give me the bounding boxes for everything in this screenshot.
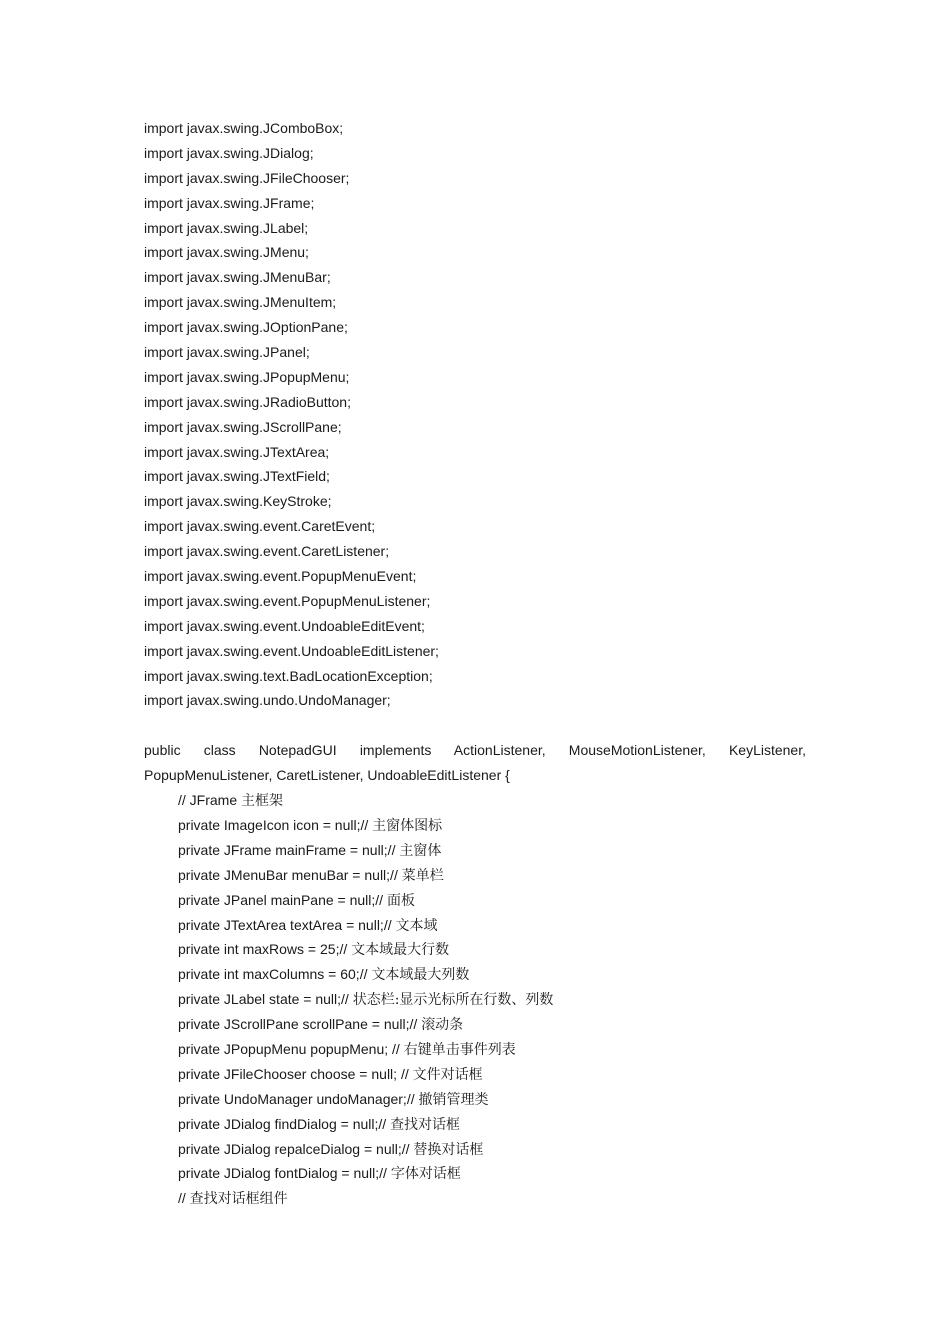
blank-line <box>144 713 806 738</box>
import-line: import javax.swing.JMenu; <box>144 244 309 261</box>
import-line: import javax.swing.JMenuBar; <box>144 269 331 286</box>
field-line <box>144 987 806 1012</box>
import-line: import javax.swing.JPanel; <box>144 344 310 361</box>
field-comment: 替换对话框 <box>413 1141 484 1158</box>
field-comment: 滚动条 <box>421 1017 464 1034</box>
field-line <box>144 962 806 987</box>
field-code: private JFrame mainFrame = null;// <box>178 841 400 858</box>
field-line <box>144 838 806 863</box>
field-code: private JPopupMenu popupMenu; // <box>178 1040 404 1057</box>
field-comment: 主框架 <box>241 793 284 810</box>
import-line: import javax.swing.event.UndoableEditEvent; <box>144 617 425 634</box>
field-code: private JPanel mainPane = null;// <box>178 891 387 908</box>
field-line <box>144 1087 806 1112</box>
class-declaration-line-2: PopupMenuListener, CaretListener, UndoableEditListener { <box>144 767 510 784</box>
field-line <box>144 788 806 813</box>
field-comment: 查找对话框 <box>390 1116 461 1133</box>
field-code: private UndoManager undoManager;// <box>178 1090 419 1107</box>
field-line <box>144 913 806 938</box>
field-line <box>144 1062 806 1087</box>
field-code: private ImageIcon icon = null;// <box>178 816 373 833</box>
field-comment: 字体对话框 <box>390 1166 461 1183</box>
field-comment: 文本域 <box>395 917 438 934</box>
class-declaration-line-1: public class NotepadGUI implements ActionListener, MouseMotionListener, KeyListener, <box>144 742 806 759</box>
field-line <box>144 1012 806 1037</box>
code-listing <box>144 116 806 1211</box>
field-line <box>144 888 806 913</box>
import-line: import javax.swing.JFileChooser; <box>144 169 350 186</box>
import-line: import javax.swing.JTextArea; <box>144 443 330 460</box>
field-comment: 文本域最大行数 <box>351 942 450 959</box>
field-code: // JFrame <box>178 792 242 809</box>
import-line: import javax.swing.JFrame; <box>144 194 315 211</box>
field-code: private JLabel state = null;// <box>178 991 353 1008</box>
field-code: // <box>178 1190 190 1207</box>
field-code: private JTextArea textArea = null;// <box>178 916 396 933</box>
field-code: private JFileChooser choose = null; // <box>178 1065 413 1082</box>
import-line: import javax.swing.event.PopupMenuEvent; <box>144 568 417 585</box>
field-comment: 主窗体图标 <box>372 817 443 834</box>
import-line: import javax.swing.KeyStroke; <box>144 493 332 510</box>
import-line: import javax.swing.event.CaretListener; <box>144 543 390 560</box>
field-comment: 状态栏:显示光标所在行数、列数 <box>352 992 554 1009</box>
import-line: import javax.swing.JLabel; <box>144 219 309 236</box>
import-line: import javax.swing.JComboBox; <box>144 120 344 136</box>
field-code: private JDialog repalceDialog = null;// <box>178 1140 414 1157</box>
field-code: private JDialog findDialog = null;// <box>178 1115 391 1132</box>
import-line: import javax.swing.JTextField; <box>144 468 330 485</box>
field-line <box>144 1186 806 1211</box>
field-comment: 撤销管理类 <box>418 1091 489 1108</box>
field-comment: 菜单栏 <box>401 867 444 884</box>
field-line <box>144 813 806 838</box>
import-line: import javax.swing.text.BadLocationException; <box>144 667 433 684</box>
field-code: private int maxRows = 25;// <box>178 941 352 958</box>
import-line: import javax.swing.JPopupMenu; <box>144 368 350 385</box>
field-line <box>144 1037 806 1062</box>
import-line: import javax.swing.event.CaretEvent; <box>144 518 376 535</box>
field-comment: 主窗体 <box>399 842 442 859</box>
import-line: import javax.swing.JMenuItem; <box>144 294 337 311</box>
field-comment: 右键单击事件列表 <box>403 1041 516 1058</box>
field-line <box>144 937 806 962</box>
field-comment: 文本域最大列数 <box>371 967 470 984</box>
field-code: private JScrollPane scrollPane = null;// <box>178 1016 422 1033</box>
field-code: private JDialog fontDialog = null;// <box>178 1165 391 1182</box>
field-comment: 查找对话框组件 <box>189 1191 288 1208</box>
import-line: import javax.swing.event.PopupMenuListener; <box>144 592 431 609</box>
import-line: import javax.swing.JRadioButton; <box>144 393 351 410</box>
field-line <box>144 863 806 888</box>
import-line: import javax.swing.JScrollPane; <box>144 418 342 435</box>
import-line: import javax.swing.JOptionPane; <box>144 319 348 336</box>
import-line: import javax.swing.undo.UndoManager; <box>144 692 391 709</box>
field-line <box>144 1137 806 1162</box>
field-code: private JMenuBar menuBar = null;// <box>178 866 402 883</box>
field-line <box>144 1112 806 1137</box>
field-line <box>144 1161 806 1186</box>
field-code: private int maxColumns = 60;// <box>178 966 372 983</box>
field-comment: 面板 <box>386 892 415 909</box>
import-line: import javax.swing.event.UndoableEditListener; <box>144 642 439 659</box>
field-comment: 文件对话框 <box>412 1066 483 1083</box>
import-line: import javax.swing.JDialog; <box>144 144 314 161</box>
